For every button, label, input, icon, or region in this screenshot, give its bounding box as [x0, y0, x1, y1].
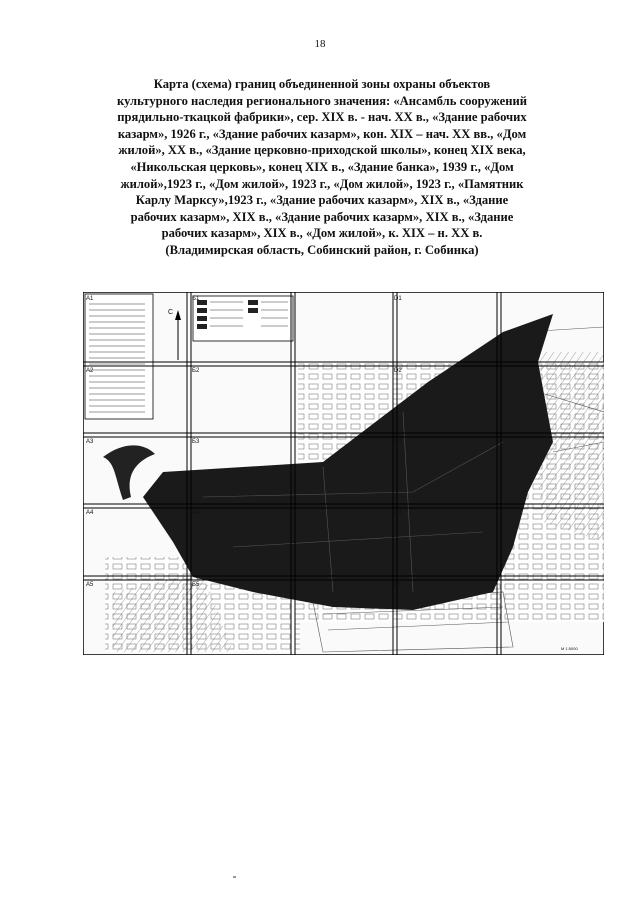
- title-line: (Владимирская область, Собинский район, г. Собинка): [165, 242, 479, 257]
- title-line: прядильно-ткацкой фабрики», сер. XIX в. - нач. XX в., «Здание рабочих: [117, 110, 527, 125]
- cell-label-a3: A3: [86, 439, 94, 445]
- cell-label-b4: Б4: [192, 510, 200, 516]
- cell-label-d4: D4: [394, 510, 402, 516]
- cell-label-a5: A5: [86, 582, 94, 588]
- title-line: казарм», 1926 г., «Здание рабочих казарм», кон. XIX – нач. XX вв., «Дом: [117, 126, 527, 141]
- cell-label-a2: A2: [86, 368, 94, 374]
- north-arrow-label: С: [168, 309, 174, 316]
- cell-label-a4: A4: [86, 510, 94, 516]
- scale-note: М 1:5000: [561, 646, 578, 651]
- cell-label-a1: A1: [86, 296, 94, 302]
- document-title: [96, 76, 548, 259]
- map-svg: [83, 292, 604, 655]
- title-line: жилой», XX в., «Здание церковно-приходской школы», конец XIX века,: [118, 143, 526, 158]
- scan-mark: [233, 876, 236, 878]
- cell-label-b2: Б2: [192, 368, 200, 374]
- cell-label-b1: Б1: [192, 296, 200, 302]
- cell-label-d2: D2: [394, 368, 402, 374]
- title-line: Карлу Марксу»,1923 г., «Здание рабочих казарм», XIX в., «Здание: [135, 193, 509, 208]
- title-line: рабочих казарм», XIX в., «Здание рабочих казарм», XIX в., «Здание: [130, 209, 514, 224]
- cell-label-b3: Б3: [192, 439, 200, 445]
- title-line: «Никольская церковь», конец XIX в., «Здание банка», 1939 г., «Дом: [130, 159, 514, 174]
- cell-label-d1: D1: [394, 296, 402, 302]
- title-line: жилой»,1923 г., «Дом жилой», 1923 г., «Дом жилой», 1923 г., «Памятник: [120, 176, 524, 191]
- title-line: Карта (схема) границ объединенной зоны охраны объектов: [153, 77, 491, 91]
- cell-label-d3: D3: [394, 439, 402, 445]
- cell-label-d5: D5: [394, 582, 402, 588]
- title-line: рабочих казарм», XIX в., «Дом жилой», к. XIX – н. XX в.: [161, 226, 483, 241]
- cell-label-b5: Б5: [192, 582, 200, 588]
- zone-map: [83, 292, 604, 655]
- page-number: 18: [314, 38, 326, 50]
- title-line: культурного наследия регионального значения: «Ансамбль сооружений: [117, 93, 527, 108]
